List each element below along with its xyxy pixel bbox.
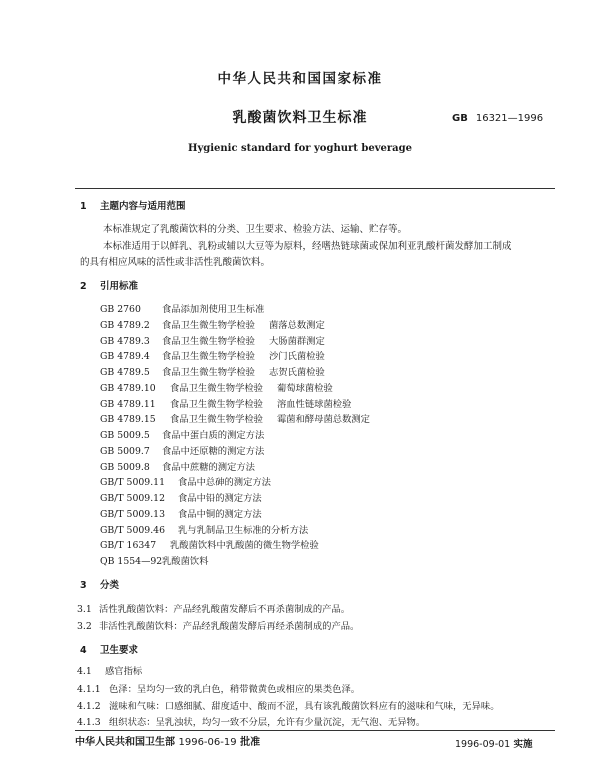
issue-suffix: 批准 <box>240 737 261 748</box>
reference-code: GB 4789.2 <box>100 319 150 331</box>
reference-item <box>100 554 370 570</box>
reference-name: 食品中还原糖的测定方法 <box>162 445 265 457</box>
item-text: 呈乳浊状，均匀一致不分层，允许有少量沉淀，无气泡、无异物。 <box>155 717 426 728</box>
reference-name: 食品卫生微生物学检验 <box>170 398 263 410</box>
section-4-heading <box>80 642 138 656</box>
reference-item <box>100 365 370 381</box>
reference-code: GB 4789.3 <box>100 335 150 347</box>
section-4-1-heading <box>77 663 142 677</box>
reference-code: GB 5009.5 <box>100 430 150 441</box>
standard-code: 16321—1996 <box>475 113 544 124</box>
reference-item <box>100 428 370 444</box>
reference-code: GB 5009.7 <box>100 445 150 457</box>
item-label: 滋味和气味： <box>109 701 165 712</box>
reference-subtitle: 志贺氏菌检验 <box>268 367 325 378</box>
reference-name: 食品卫生微生物学检验 <box>170 414 263 426</box>
reference-name: 乳与乳制品卫生标准的分析方法 <box>178 524 309 536</box>
section-3-item-1 <box>77 601 350 615</box>
reference-code: GB 4789.11 <box>100 398 156 410</box>
reference-code: GB 2760 <box>100 304 141 315</box>
item-text: 呈均匀一致的乳白色，稍带微黄色或相应的果类色泽。 <box>136 684 361 695</box>
reference-name: 食品中总砷的测定方法 <box>178 477 271 489</box>
section-1-para-2-line-1: 本标准适用于以鲜乳、乳粉或辅以大豆等为原料，经嗜热链球菌或保加利亚乳酸杆菌发酵加工制成 <box>103 241 512 252</box>
reference-code: GB 4789.10 <box>100 382 156 394</box>
section-4-item-2 <box>77 698 500 712</box>
item-label: 组织状态： <box>109 717 156 728</box>
reference-item <box>100 302 370 318</box>
national-standard-heading: 中华人民共和国国家标准 <box>217 71 383 87</box>
item-number: 4.1.3 <box>77 717 101 728</box>
page-title: 乳酸菌饮料卫生标准 <box>232 110 368 126</box>
item-label: 色泽： <box>109 684 137 695</box>
reference-name: 乳酸菌饮料中乳酸菌的微生物学检验 <box>170 540 319 552</box>
section-2-heading <box>80 278 138 292</box>
issuer-line <box>75 733 260 748</box>
section-1-para-2-line-2: 的具有相应风味的活性或非活性乳酸菌饮料。 <box>80 257 271 268</box>
reference-code: GB/T 5009.11 <box>100 477 165 489</box>
section-number: 4 <box>80 645 87 656</box>
reference-subtitle: 菌落总数测定 <box>268 319 325 331</box>
english-title: Hygienic standard for yoghurt beverage <box>188 143 412 154</box>
section-title: 主题内容与适用范围 <box>100 201 186 212</box>
footer-divider <box>75 730 555 731</box>
section-1-para-1: 本标准规定了乳酸菌饮料的分类、卫生要求、检验方法、运输、贮存等。 <box>103 224 408 235</box>
section-title: 分类 <box>100 580 120 591</box>
reference-subtitle: 溶血性链球菌检验 <box>276 398 352 410</box>
item-text: 口感细腻、甜度适中、酸而不涩，具有该乳酸菌饮料应有的滋味和气味，无异味。 <box>164 701 500 712</box>
reference-subtitle: 沙门氏菌检验 <box>268 351 325 363</box>
reference-code: GB 4789.4 <box>100 351 150 363</box>
reference-name: 食品卫生微生物学检验 <box>170 382 263 394</box>
reference-name: 食品中蔗糖的测定方法 <box>162 461 255 473</box>
reference-item <box>100 475 370 491</box>
effective-suffix: 实施 <box>513 739 533 750</box>
section-1-heading <box>80 198 186 212</box>
reference-item <box>100 460 370 476</box>
reference-name: 食品中铜的测定方法 <box>178 508 262 520</box>
item-text: 产品经乳酸菌发酵后再经杀菌制成的产品。 <box>182 621 360 632</box>
reference-name: 食品卫生微生物学检验 <box>162 351 255 363</box>
reference-item <box>100 507 370 523</box>
reference-name: 食品中蛋白质的测定方法 <box>162 430 265 441</box>
reference-code: GB 4789.5 <box>100 367 150 378</box>
reference-code: GB 4789.15 <box>100 414 156 426</box>
effective-date: 1996-09-01 <box>455 739 511 750</box>
item-label: 非活性乳酸菌饮料： <box>99 621 183 632</box>
item-title: 感官指标 <box>105 666 143 677</box>
reference-item <box>100 491 370 507</box>
item-number: 3.1 <box>77 604 92 615</box>
reference-item <box>100 318 370 334</box>
reference-subtitle: 葡萄球菌检验 <box>276 382 333 394</box>
reference-code: GB/T 5009.13 <box>100 508 165 520</box>
reference-code: GB/T 5009.46 <box>100 524 165 536</box>
section-3-item-2 <box>77 618 359 632</box>
reference-name: 食品中铅的测定方法 <box>178 493 262 504</box>
item-label: 活性乳酸菌饮料： <box>99 604 174 615</box>
reference-code: GB 5009.8 <box>100 461 150 473</box>
section-number: 1 <box>80 201 87 212</box>
item-number: 4.1.2 <box>77 701 101 712</box>
section-title: 引用标准 <box>100 281 139 292</box>
standard-prefix: GB <box>452 113 468 124</box>
reference-name: 乳酸菌饮料 <box>162 556 209 567</box>
section-number: 3 <box>80 580 87 591</box>
reference-item <box>100 444 370 460</box>
section-title: 卫生要求 <box>100 645 139 656</box>
reference-item <box>100 349 370 365</box>
reference-name: 食品卫生微生物学检验 <box>162 335 255 347</box>
reference-item <box>100 397 370 413</box>
reference-name: 食品添加剂使用卫生标准 <box>162 304 265 315</box>
reference-item <box>100 412 370 428</box>
item-number: 4.1 <box>77 666 92 677</box>
reference-subtitle: 霉菌和酵母菌总数测定 <box>276 414 370 426</box>
section-3-heading <box>80 577 119 591</box>
issuer: 中华人民共和国卫生部 <box>75 737 175 748</box>
section-4-item-1 <box>77 681 360 695</box>
effective-line <box>455 736 533 750</box>
item-number: 4.1.1 <box>77 684 101 695</box>
reference-item <box>100 538 370 554</box>
reference-item <box>100 523 370 539</box>
reference-item <box>100 381 370 397</box>
reference-name: 食品卫生微生物学检验 <box>162 367 255 378</box>
section-4-item-3 <box>77 714 425 728</box>
reference-subtitle: 大肠菌群测定 <box>268 335 325 347</box>
reference-item <box>100 334 370 350</box>
section-number: 2 <box>80 281 87 292</box>
issue-date: 1996-06-19 <box>178 737 237 748</box>
item-number: 3.2 <box>77 621 92 632</box>
reference-code: GB/T 5009.12 <box>100 493 165 504</box>
reference-code: QB 1554—92 <box>100 556 163 567</box>
standard-number <box>452 113 543 124</box>
reference-list <box>100 302 370 570</box>
header-divider <box>75 188 555 189</box>
reference-code: GB/T 16347 <box>100 540 157 552</box>
reference-name: 食品卫生微生物学检验 <box>162 319 255 331</box>
item-text: 产品经乳酸菌发酵后不再杀菌制成的产品。 <box>173 604 351 615</box>
